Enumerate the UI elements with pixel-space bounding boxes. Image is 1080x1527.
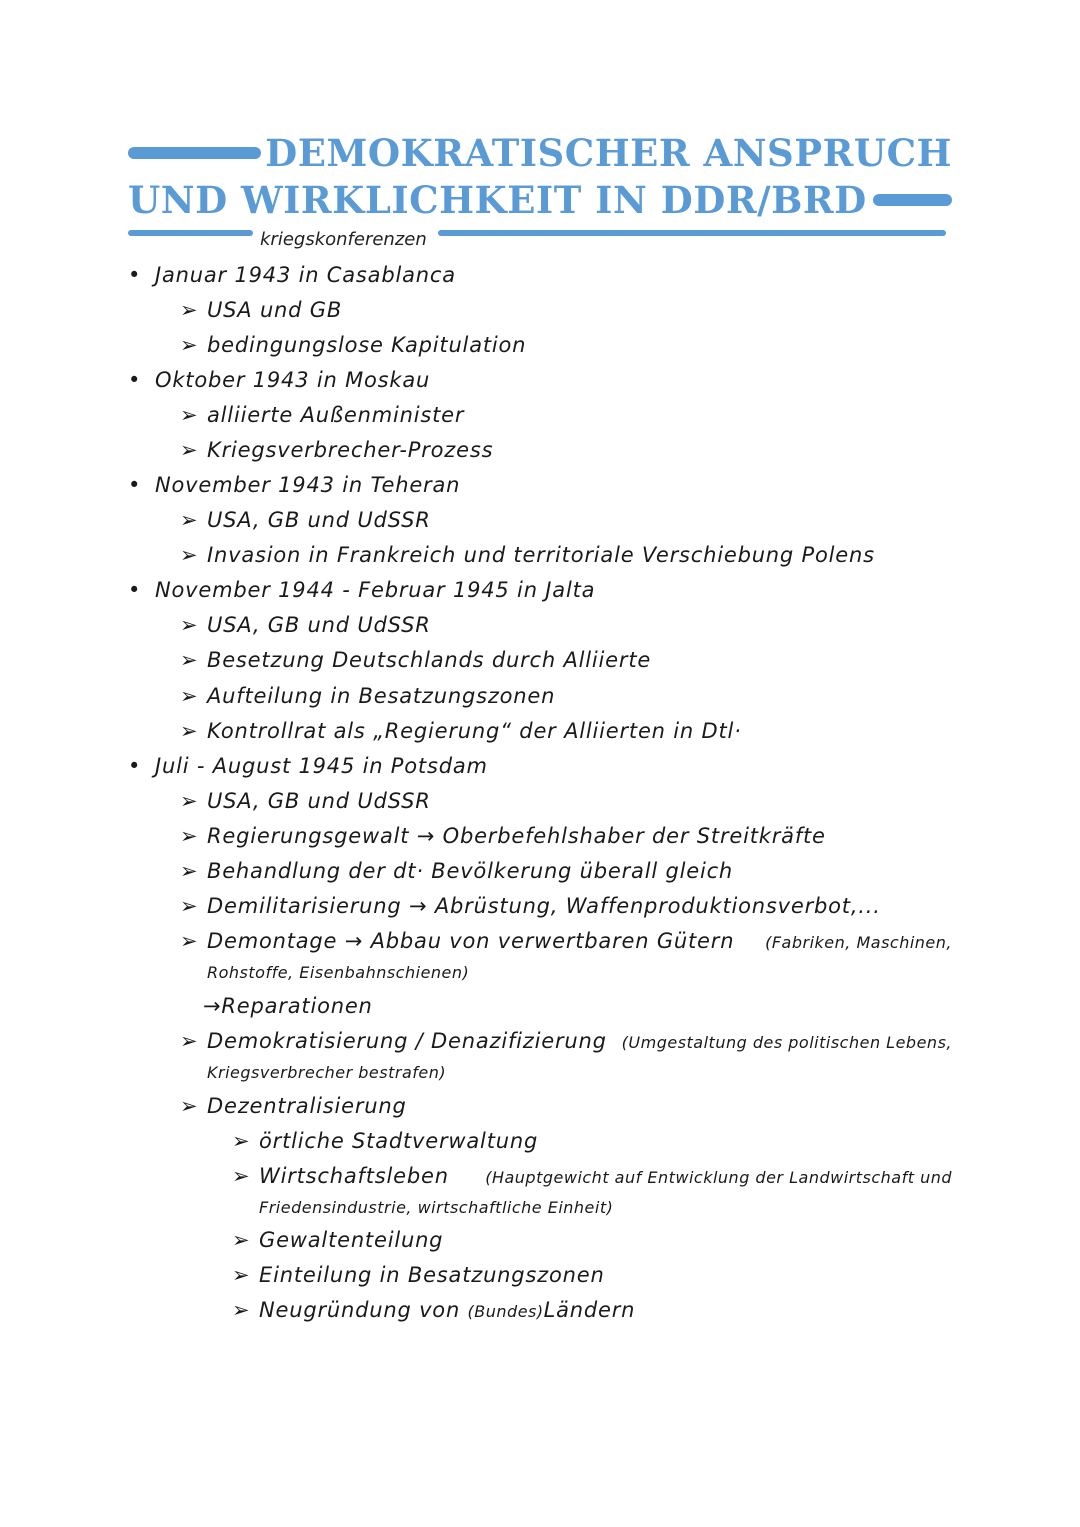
- arrow-bullet-icon: ➢: [180, 403, 199, 427]
- bullet-icon: •: [128, 263, 142, 287]
- bullet-icon: •: [128, 754, 142, 778]
- arrow-bullet-icon: ➢: [232, 1164, 251, 1188]
- subtitle-rule-left: [128, 230, 253, 236]
- page-title-line-2: UND WIRKLICHKEIT IN DDR/BRD: [128, 178, 867, 222]
- conference-heading: • November 1944 - Februar 1945 in Jalta: [128, 578, 596, 602]
- title-accent-bar: [128, 147, 261, 159]
- list-item: ➢ Demontage → Abbau von verwertbaren Gütern (Fabriken, Maschinen,: [180, 929, 952, 953]
- conference-heading: • Juli - August 1945 in Potsdam: [128, 754, 488, 778]
- arrow-bullet-icon: ➢: [180, 438, 199, 462]
- arrow-bullet-icon: ➢: [180, 929, 199, 953]
- title-line-1-row: [128, 131, 952, 175]
- sub-list-item: ➢ Wirtschaftsleben (Hauptgewicht auf Entwicklung der Landwirtschaft und: [232, 1164, 952, 1188]
- section-subtitle: kriegskonferenzen: [260, 229, 427, 250]
- arrow-bullet-icon: ➢: [180, 1094, 199, 1118]
- arrow-bullet-icon: ➢: [232, 1263, 251, 1287]
- arrow-bullet-icon: ➢: [180, 824, 199, 848]
- arrow-bullet-icon: ➢: [232, 1129, 251, 1153]
- list-item: ➢ Kontrollrat als „Regierung“ der Alliierten in Dtl·: [180, 719, 742, 743]
- list-item-result: →Reparationen: [203, 994, 373, 1018]
- conference-heading: • Januar 1943 in Casablanca: [128, 263, 456, 287]
- title-line-2-row: [128, 178, 952, 222]
- list-item-note-continued: Rohstoffe, Eisenbahnschienen): [207, 963, 470, 982]
- arrow-bullet-icon: ➢: [180, 648, 199, 672]
- sub-list-item: ➢ Einteilung in Besatzungszonen: [232, 1263, 605, 1287]
- sub-list-item: ➢ Neugründung von (Bundes)Ländern: [232, 1298, 636, 1322]
- list-item: ➢ USA und GB: [180, 298, 343, 322]
- bullet-icon: •: [128, 473, 142, 497]
- list-item-note: (Fabriken, Maschinen,: [765, 933, 952, 952]
- arrow-bullet-icon: ➢: [180, 789, 199, 813]
- arrow-bullet-icon: ➢: [232, 1228, 251, 1252]
- list-item: ➢ bedingungslose Kapitulation: [180, 333, 527, 357]
- arrow-bullet-icon: ➢: [232, 1298, 251, 1322]
- list-item: ➢ Kriegsverbrecher-Prozess: [180, 438, 494, 462]
- sub-list-item: ➢ örtliche Stadtverwaltung: [232, 1129, 539, 1153]
- list-item-note: (Hauptgewicht auf Entwicklung der Landwirtschaft und: [485, 1168, 952, 1187]
- list-item: ➢ Dezentralisierung: [180, 1094, 407, 1118]
- list-item-note-continued: Friedensindustrie, wirtschaftliche Einheit): [259, 1198, 614, 1217]
- list-item: ➢ Behandlung der dt· Bevölkerung überall gleich: [180, 859, 734, 883]
- list-item: ➢ Demokratisierung / Denazifizierung (Umgestaltung des politischen Lebens,: [180, 1029, 952, 1053]
- arrow-bullet-icon: ➢: [180, 894, 199, 918]
- arrow-bullet-icon: ➢: [180, 1029, 199, 1053]
- conference-heading: • November 1943 in Teheran: [128, 473, 461, 497]
- arrow-bullet-icon: ➢: [180, 859, 199, 883]
- list-item-note-continued: Kriegsverbrecher bestrafen): [207, 1063, 447, 1082]
- list-item: ➢ USA, GB und UdSSR: [180, 613, 431, 637]
- arrow-bullet-icon: ➢: [180, 298, 199, 322]
- list-item: ➢ Invasion in Frankreich und territoriale Verschiebung Polens: [180, 543, 875, 567]
- list-item: ➢ Demilitarisierung → Abrüstung, Waffenproduktionsverbot,...: [180, 894, 881, 918]
- list-item: ➢ Aufteilung in Besatzungszonen: [180, 684, 556, 708]
- page-title-line-1: DEMOKRATISCHER ANSPRUCH: [265, 131, 952, 175]
- arrow-bullet-icon: ➢: [180, 613, 199, 637]
- bullet-icon: •: [128, 578, 142, 602]
- arrow-bullet-icon: ➢: [180, 684, 199, 708]
- list-item-note: (Umgestaltung des politischen Lebens,: [621, 1033, 952, 1052]
- list-item: ➢ USA, GB und UdSSR: [180, 789, 431, 813]
- list-item: ➢ alliierte Außenminister: [180, 403, 465, 427]
- arrow-bullet-icon: ➢: [180, 543, 199, 567]
- title-accent-bar: [873, 194, 952, 206]
- list-item: ➢ USA, GB und UdSSR: [180, 508, 431, 532]
- subtitle-rule-right: [438, 230, 946, 236]
- list-item: ➢ Besetzung Deutschlands durch Alliierte: [180, 648, 652, 672]
- sub-list-item: ➢ Gewaltenteilung: [232, 1228, 444, 1252]
- arrow-bullet-icon: ➢: [180, 333, 199, 357]
- list-item: ➢ Regierungsgewalt → Oberbefehlshaber der Streitkräfte: [180, 824, 826, 848]
- arrow-bullet-icon: ➢: [180, 508, 199, 532]
- bullet-icon: •: [128, 368, 142, 392]
- arrow-bullet-icon: ➢: [180, 719, 199, 743]
- conference-heading: • Oktober 1943 in Moskau: [128, 368, 431, 392]
